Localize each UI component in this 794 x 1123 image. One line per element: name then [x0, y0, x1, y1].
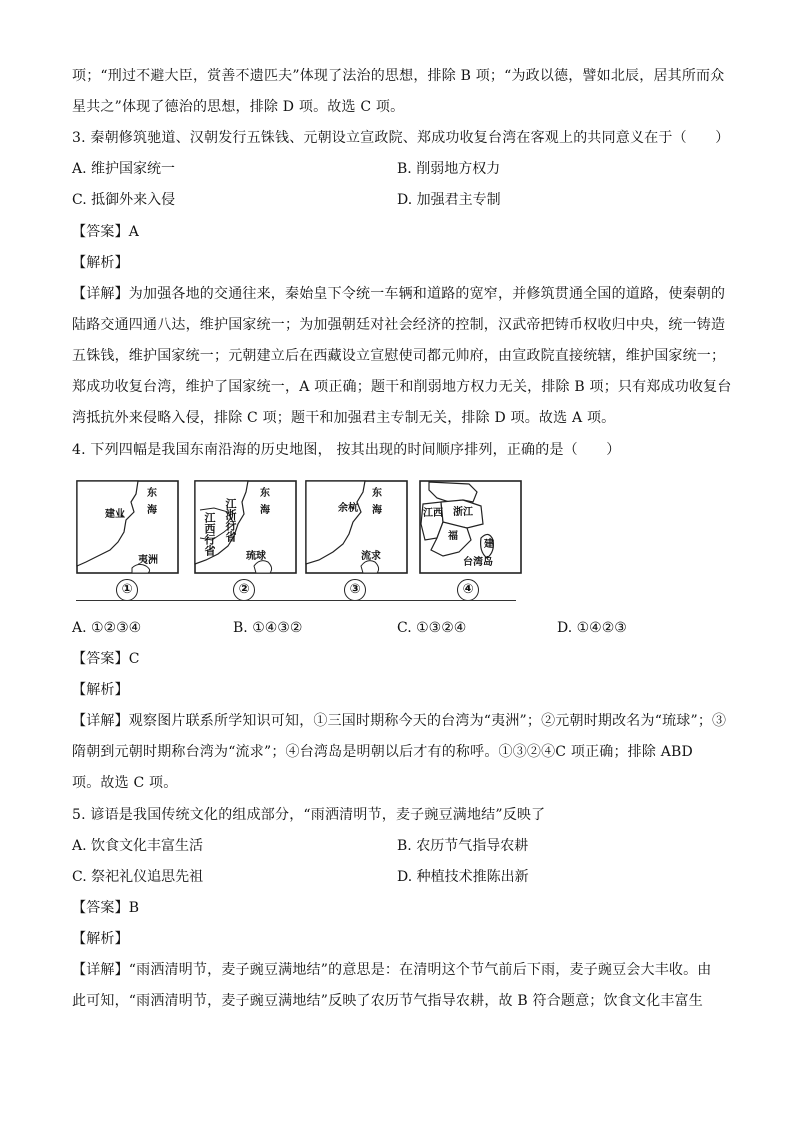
analysis-label: 【解析】 — [72, 931, 129, 947]
text-line: 【详解】观察图片联系所学知识可知，①三国时期称今天的台湾为“夷洲”；②元朝时期改名为“琉球”；③ — [72, 713, 727, 729]
map-2 — [194, 480, 297, 574]
map-label: 江浙行省 — [224, 498, 237, 542]
question-5: 5. 谚语是我国传统文化的组成部分，“雨洒清明节，麦子豌豆满地结”反映了 — [72, 807, 546, 823]
map-number-4: ④ — [457, 579, 479, 601]
map-label: 夷洲 — [138, 555, 158, 566]
text-line: 项。故选 C 项。 — [72, 775, 178, 791]
map-number-1: ① — [116, 579, 138, 601]
map-label: 海 — [260, 505, 270, 516]
option-b: B. 削弱地方权力 — [397, 161, 501, 177]
map-label: 海 — [372, 505, 382, 516]
analysis-label: 【解析】 — [72, 682, 129, 698]
text-line: 【详解】为加强各地的交通往来，秦始皇下令统一车辆和道路的宽窄，并修筑贯通全国的道路，使秦朝的 — [72, 286, 726, 302]
map-label: 福 — [448, 531, 458, 542]
text-line: 项；“刑过不避大臣，赏善不遗匹夫”体现了法治的思想，排除 B 项；“为政以德，譬如北辰，居其所而众 — [72, 68, 725, 84]
map-label: 东 — [147, 488, 157, 499]
figure-baseline — [76, 600, 516, 601]
text-line: 陆路交通四通八达，维护国家统一；为加强朝廷对社会经济的控制，汉武帝把铸币权收归中央，统一铸造 — [72, 317, 726, 333]
option-d: D. ①④②③ — [557, 620, 627, 636]
option-a: A. 维护国家统一 — [72, 161, 176, 177]
map-4 — [419, 480, 522, 574]
answer-label: 【答案】A — [72, 224, 140, 240]
text-line: 星共之”体现了德治的思想，排除 D 项。故选 C 项。 — [72, 99, 405, 115]
text-line: 五铢钱，维护国家统一；元朝建立后在西藏设立宣慰使司都元帅府，由宣政院直接统辖，维护国家统一； — [72, 348, 726, 364]
question-4: 4. 下列四幅是我国东南沿海的历史地图， 按其出现的时间顺序排列，正确的是（ ） — [72, 442, 621, 458]
historical-maps-figure — [76, 480, 521, 605]
text-line: 郑成功收复台湾，维护了国家统一，A 项正确；题干和削弱地方权力无关，排除 B 项；只有郑成功收复台 — [72, 379, 732, 395]
map-label: 江西行省 — [203, 512, 216, 556]
map-label: 江西 — [423, 508, 443, 519]
option-c: C. 抵御外来入侵 — [72, 192, 176, 208]
option-a: A. 饮食文化丰富生活 — [72, 838, 204, 854]
question-3: 3. 秦朝修筑驰道、汉朝发行五铢钱、元朝设立宣政院、郑成功收复台湾在客观上的共同意义在于（ ） — [72, 130, 730, 146]
map-label: 浙江 — [453, 507, 473, 518]
map-number-2: ② — [233, 579, 255, 601]
option-d: D. 加强君主专制 — [397, 192, 501, 208]
map-label: 建 — [484, 539, 494, 550]
map-label: 余杭 — [338, 503, 358, 514]
text-line: 隋朝到元朝时期称台湾为“流求”；④台湾岛是明朝以后才有的称呼。①③②④C 项正确；排除 ABD — [72, 744, 693, 760]
option-a: A. ①②③④ — [72, 620, 142, 636]
map-1 — [76, 480, 179, 574]
text-line: 此可知，“雨洒清明节，麦子豌豆满地结”反映了农历节气指导农耕，故 B 符合题意；饮食文化丰富生 — [72, 993, 703, 1009]
text-line: 湾抵抗外来侵略入侵，排除 C 项；题干和加强君主专制无关，排除 D 项。故选 A 项。 — [72, 410, 616, 426]
answer-label: 【答案】C — [72, 651, 140, 667]
map-label: 台湾岛 — [463, 557, 493, 568]
answer-label: 【答案】B — [72, 900, 140, 916]
text-line: 【详解】“雨洒清明节，麦子豌豆满地结”的意思是：在清明这个节气前后下雨，麦子豌豆会大丰收。由 — [72, 962, 712, 978]
map-number-3: ③ — [344, 579, 366, 601]
map-label: 流求 — [361, 551, 381, 562]
map-3 — [305, 480, 408, 574]
option-d: D. 种植技术推陈出新 — [397, 869, 529, 885]
map-label: 东 — [372, 488, 382, 499]
map-label: 东 — [260, 488, 270, 499]
option-c: C. 祭祀礼仪追思先祖 — [72, 869, 204, 885]
option-b: B. ①④③② — [233, 620, 303, 636]
option-b: B. 农历节气指导农耕 — [397, 838, 529, 854]
map-label: 琉球 — [246, 551, 266, 562]
map-label: 建业 — [105, 509, 125, 520]
map-label: 海 — [147, 505, 157, 516]
analysis-label: 【解析】 — [72, 255, 129, 271]
option-c: C. ①③②④ — [397, 620, 467, 636]
